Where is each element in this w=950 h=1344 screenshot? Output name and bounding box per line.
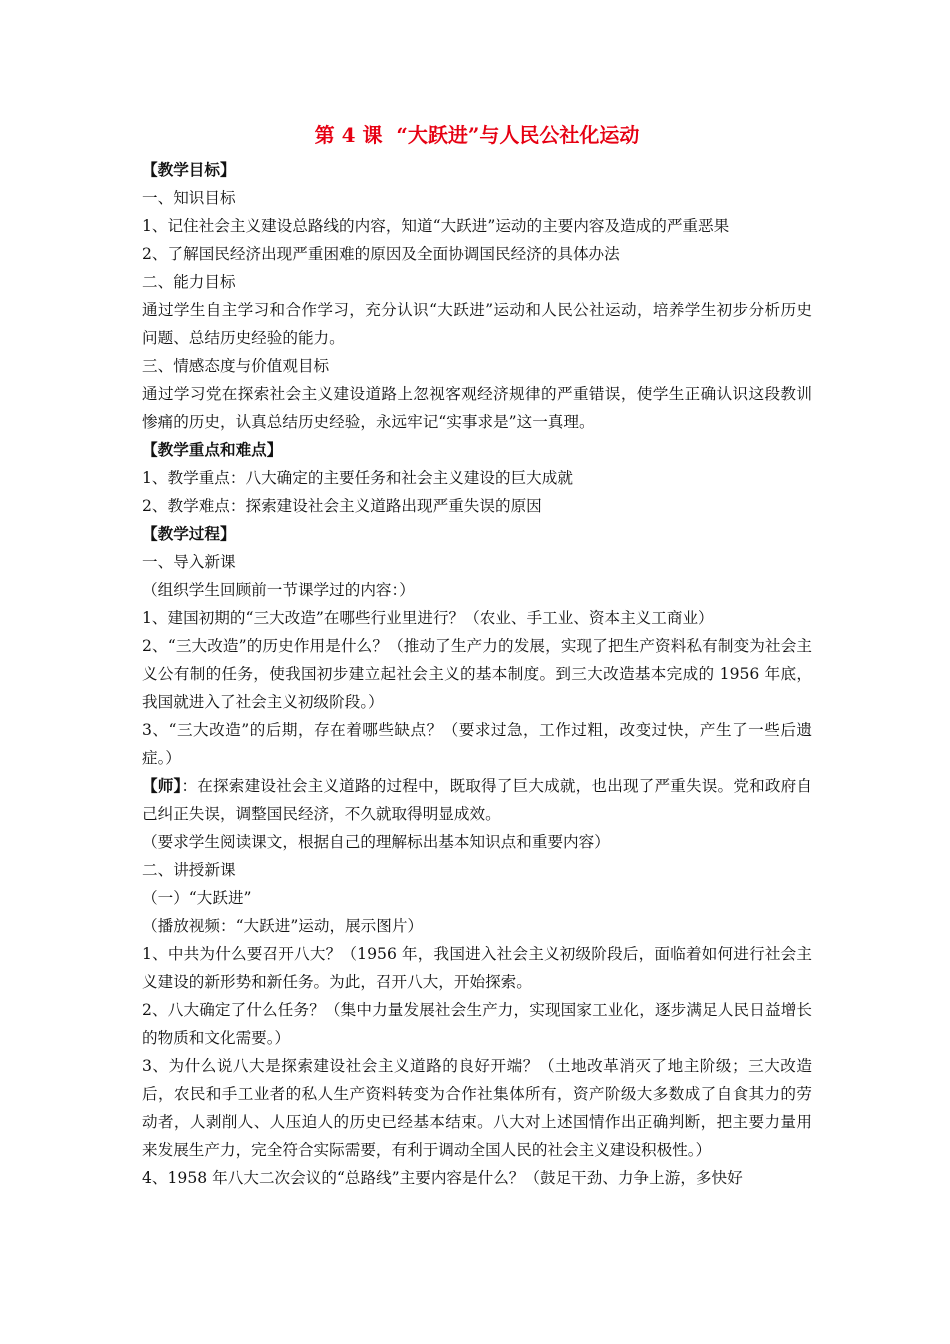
knowledge-goals-heading: 一、知识目标 [142, 189, 236, 207]
key-points-heading: 【教学重点和难点】 [142, 440, 283, 459]
teacher-text: ：在探索建设社会主义道路的过程中，既取得了巨大成就，也出现了严重失误。党和政府自己纠正失误，调整国民经济，不久就取得明显成效。 [142, 777, 812, 823]
teacher-label: 【师】 [142, 776, 182, 795]
knowledge-goal-1: 1、记住社会主义建设总路线的内容，知道“大跃进”运动的主要内容及造成的严重恶果 [142, 217, 730, 235]
ability-goals-text: 通过学生自主学习和合作学习，充分认识“大跃进”运动和人民公社运动，培养学生初步分析历史问题、总结历史经验的能力。 [142, 301, 812, 347]
video-note: （播放视频：“大跃进”运动，展示图片） [142, 917, 424, 935]
lesson-question-2: 2、八大确定了什么任务？（集中力量发展社会生产力，实现国家工业化，逐步满足人民日益增长的物质和文化需要。） [142, 1001, 812, 1047]
review-question-1: 1、建国初期的“三大改造”在哪些行业里进行？（农业、手工业、资本主义工商业） [142, 609, 714, 627]
document-body [142, 118, 812, 1192]
intro-note: （组织学生回顾前一节课学过的内容：） [142, 581, 415, 599]
teaching-goals-heading: 【教学目标】 [142, 160, 236, 179]
lesson-question-3: 3、为什么说八大是探索建设社会主义道路的良好开端？（土地改革消灭了地主阶级；三大改造后，农民和手工业者的私人生产资料转变为合作社集体所有，资产阶级大多数成了自食其力的劳动者，人剥削人、人压迫人的历史已经基本结束。八大对上述国情作出正确判断，把主要力量用来发展生产力，完全符合实际需要，有利于调动全国人民的社会主义建设积极性。） [142, 1057, 812, 1159]
lesson-question-4: 4、1958 年八大二次会议的“总路线”主要内容是什么？（鼓足干劲、力争上游，多快好 [142, 1169, 743, 1187]
intro-heading: 一、导入新课 [142, 553, 236, 571]
key-point-1: 1、教学重点：八大确定的主要任务和社会主义建设的巨大成就 [142, 469, 573, 487]
section-1-heading: （一）“大跃进” [142, 889, 252, 907]
new-lesson-heading: 二、讲授新课 [142, 861, 236, 879]
teaching-process-heading: 【教学过程】 [142, 524, 236, 543]
knowledge-goal-2: 2、了解国民经济出现严重困难的原因及全面协调国民经济的具体办法 [142, 245, 620, 263]
review-question-3: 3、“三大改造”的后期，存在着哪些缺点？（要求过急，工作过粗，改变过快，产生了一些后遗症。） [142, 721, 812, 767]
review-question-2: 2、“三大改造”的历史作用是什么？（推动了生产力的发展，实现了把生产资料私有制变为社会主义公有制的任务，使我国初步建立起社会主义的基本制度。到三大改造基本完成的 1956 年底，我国就进入了社会主义初级阶段。） [142, 637, 812, 711]
emotion-goals-heading: 三、情感态度与价值观目标 [142, 357, 330, 375]
emotion-goals-text: 通过学习党在探索社会主义建设道路上忽视客观经济规律的严重错误，使学生正确认识这段教训惨痛的历史，认真总结历史经验，永远牢记“实事求是”这一真理。 [142, 385, 812, 431]
teacher-remark [142, 772, 812, 828]
key-point-2: 2、教学难点：探索建设社会主义道路出现严重失误的原因 [142, 497, 542, 515]
lesson-question-1: 1、中共为什么要召开八大？（1956 年，我国进入社会主义初级阶段后，面临着如何进行社会主义建设的新形势和新任务。为此，召开八大，开始探索。 [142, 945, 812, 991]
reading-note: （要求学生阅读课文，根据自己的理解标出基本知识点和重要内容） [142, 833, 610, 851]
page-title: 第 4 课 “大跃进”与人民公社化运动 [314, 123, 640, 147]
ability-goals-heading: 二、能力目标 [142, 273, 236, 291]
